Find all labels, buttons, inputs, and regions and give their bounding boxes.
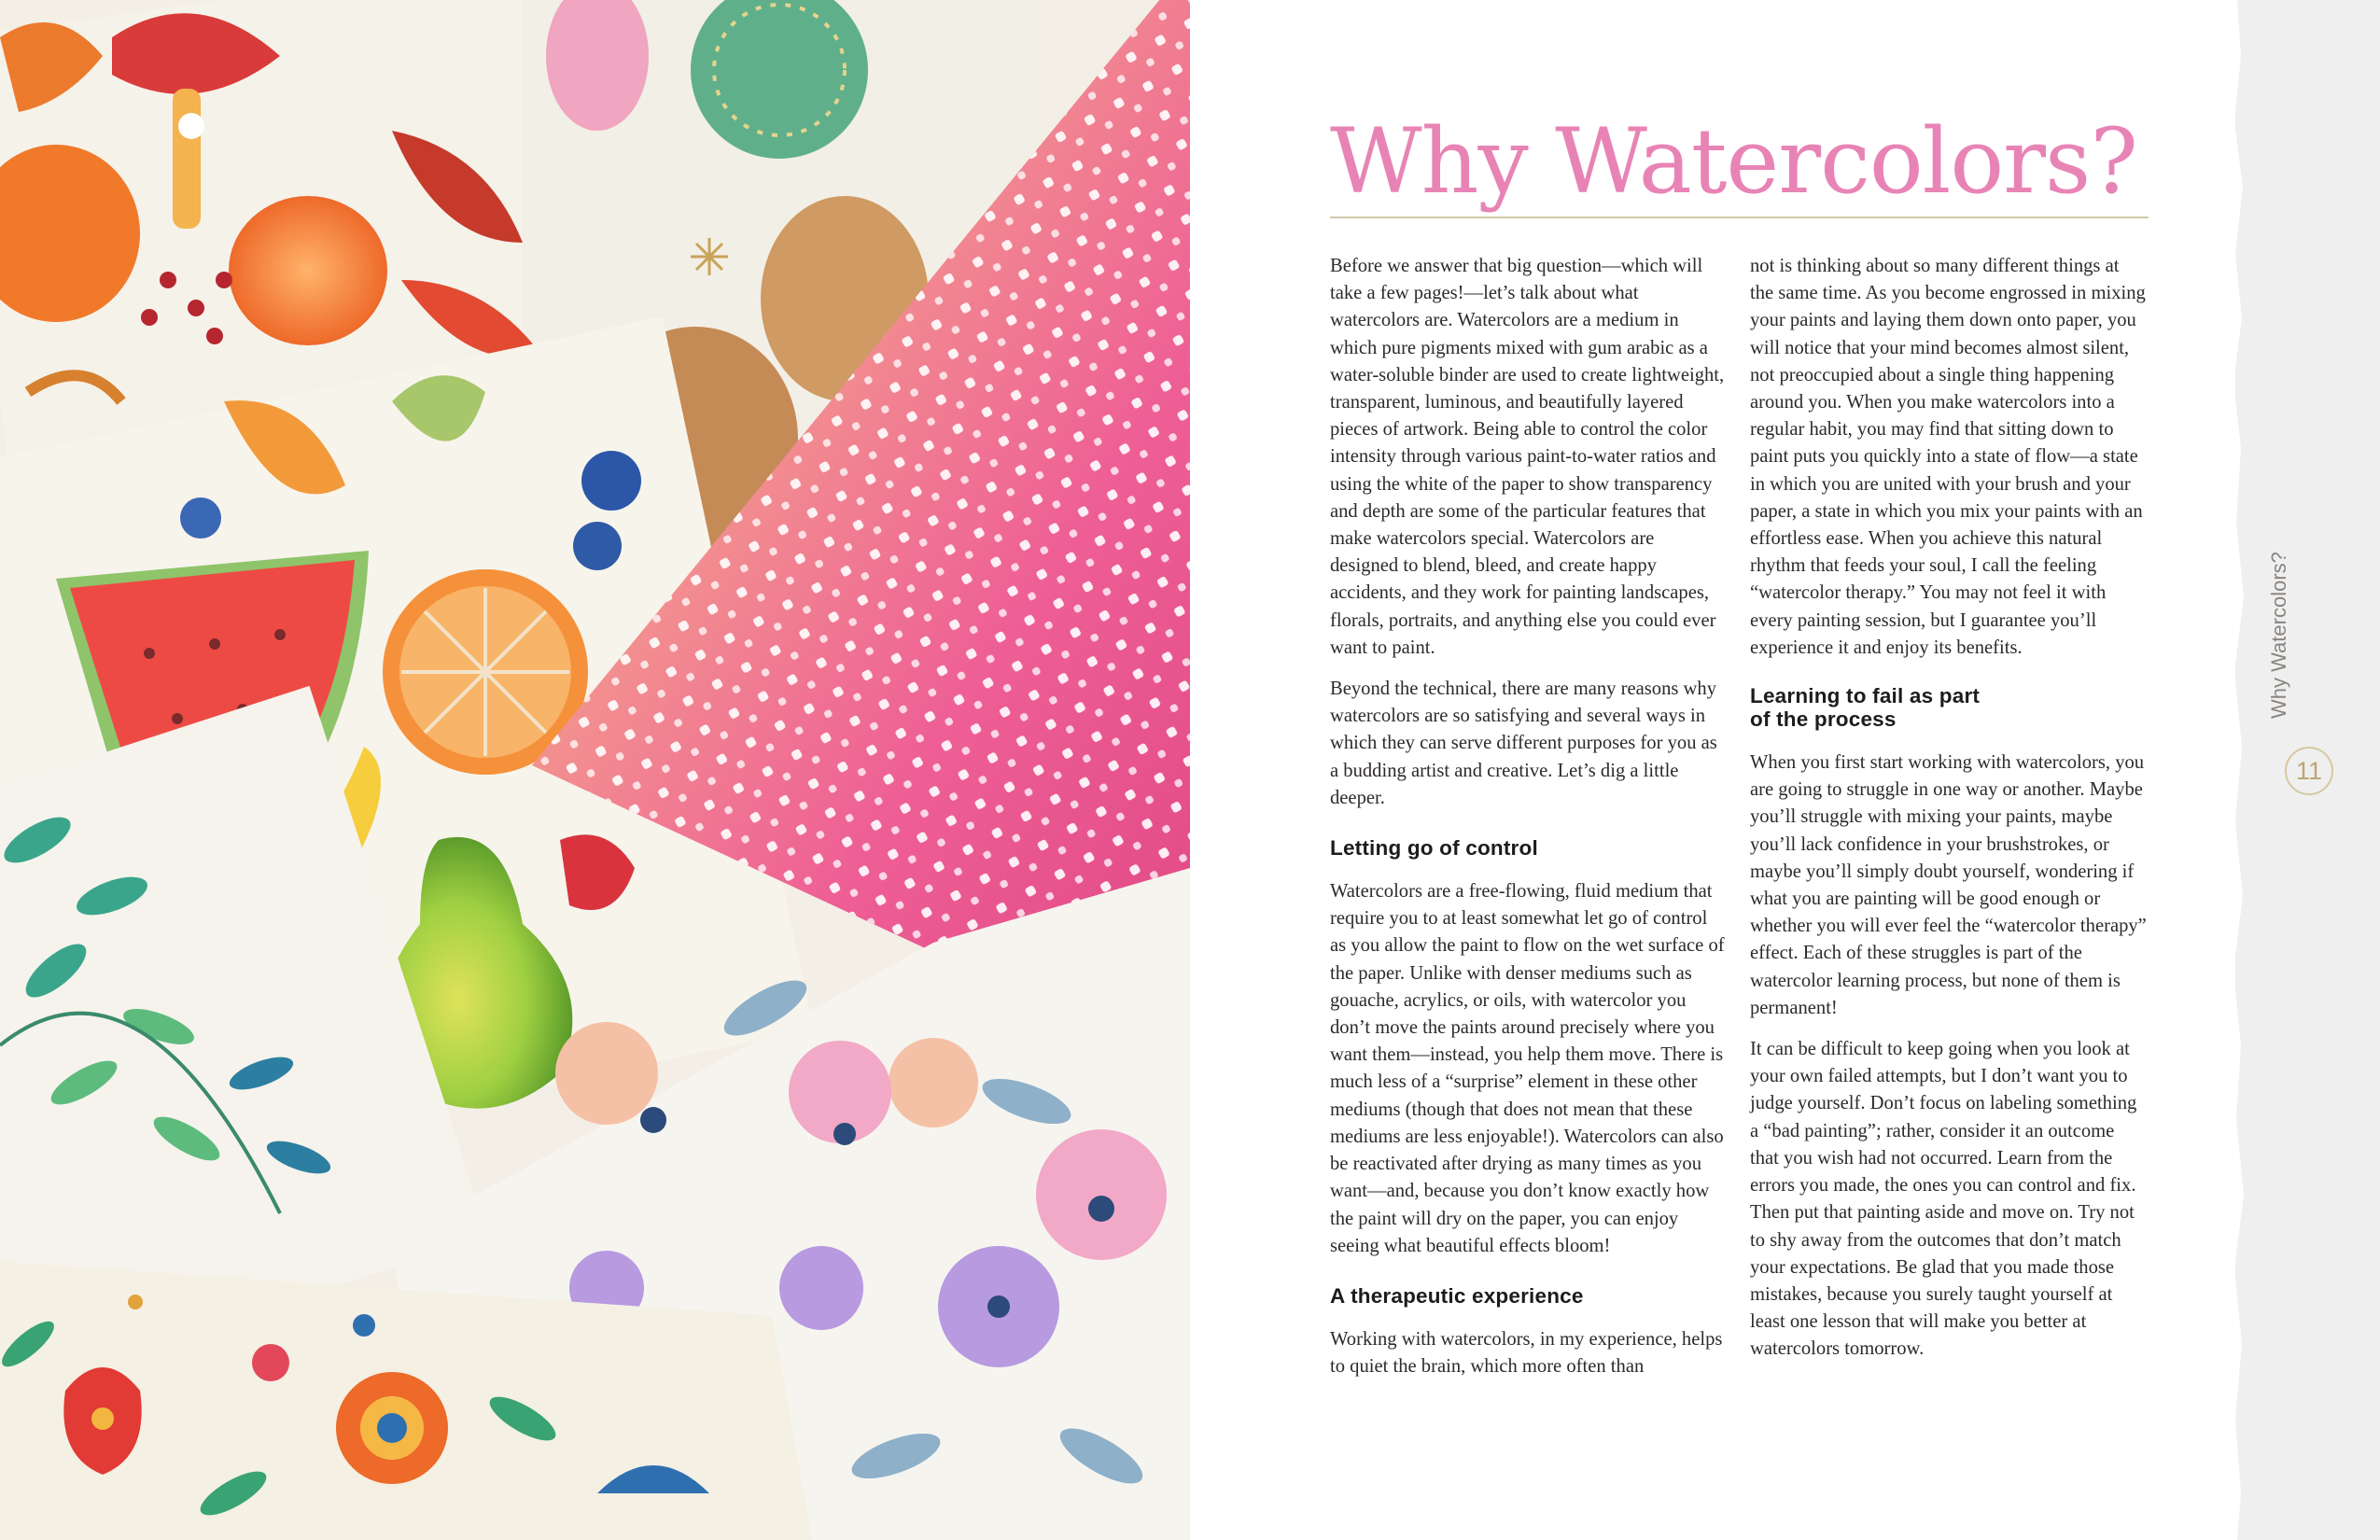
page-title: Why Watercolors? — [1330, 109, 2137, 214]
torn-paper-edge — [2226, 0, 2248, 1540]
title-rule — [1330, 217, 2149, 218]
text-column-left — [1330, 253, 1727, 1394]
text-column-right — [1750, 253, 2147, 1378]
paragraph: Beyond the technical, there are many reasons why watercolors are so satisfying and several ways in which they can serve different purposes for you as a budding artist and creative. Let’s dig a little deeper. — [1330, 679, 1717, 808]
paragraph: It can be difficult to keep going when you look at your own failed attempts, but I don’t want you to judge yourself. Don’t focus on labeling something a “bad painting”; rather, consider it an outcome that you wish had not occurred. Learn from the errors you made, the ones you can control and fix. Then put that painting aside and move on. Try not to shy away from the outcomes that don’t match your expectations. Be glad that you made those mistakes, because you surely taught yourself at least one lesson that will make you better at watercolors tomorrow. — [1750, 1039, 2137, 1360]
section-heading: Learning to fail as part of the process — [1750, 684, 1981, 732]
paragraph: Working with watercolors, in my experience, helps to quiet the brain, which more often than — [1330, 1328, 1723, 1378]
paragraph: Before we answer that big question—which will take a few pages!—let’s talk about what watercolors are. Watercolors are a medium in which pure pigments mixed with gum arabic as a water-soluble binder are used to create lightweight, transparent, luminous, and beautifully layered pieces of artwork. Being able to control the color intensity through various paint-to-water ratios and using the white of the paper to show transparency and depth are some of the particular features that make watercolors special. Watercolors are designed to blend, bleed, and create happy accidents, and they work for painting landscapes, florals, portraits, and anything else you could ever want to paint. — [1330, 256, 1725, 658]
paragraph: Watercolors are a free-flowing, fluid medium that require you to at least somewhat let go of control as you allow the paint to flow on the wet surface of the paper. Unlike with denser mediums such as gouache, acrylics, or oils, with watercolor you don’t move the paints around precisely where you want them—instead, you help them move. There is much less of a “surprise” element in these other mediums (though that does not mean that these mediums are less enjoyable!). Watercolors can also be reactivated after drying as many times as you want—and, because you don’t know exactly how the paint will dry on the paper, you can enjoy seeing what beautiful effects bloom! — [1330, 881, 1725, 1256]
section-heading: Letting go of control — [1330, 836, 1538, 861]
section-heading: A therapeutic experience — [1330, 1283, 1584, 1308]
paragraph: not is thinking about so many different things at the same time. As you become engrossed in mixing your paints and laying them down onto paper, you will notice that your mind becomes almost silent, not preoccupied about a single thing happening around you. When you make watercolors into a regular habit, you may find that sitting down to paint puts you quickly into a state of flow—a state in which you are united with your brush and your paper, a state in which you mix your paints with an effortless ease. When you achieve this natural rhythm that feeds your soul, I call the feeling “watercolor therapy.” You may not feel it with every painting session, but I guarantee you’ll experience it and enjoy its benefits. — [1750, 256, 2146, 658]
page-number: 11 — [2285, 747, 2333, 795]
paragraph: When you first start working with watercolors, you are going to struggle in one way or another. Maybe you’ll struggle with mixing your paints, maybe you’ll lack confidence in your brushstrokes, or maybe you’ll simply doubt yourself, wondering if what you are painting will be good enough or whether you will ever feel the “watercolor therapy” effect. Each of these struggles is part of the watercolor learning process, but none of them is permanent! — [1750, 752, 2147, 1018]
running-head: Why Watercolors? — [2267, 552, 2290, 719]
